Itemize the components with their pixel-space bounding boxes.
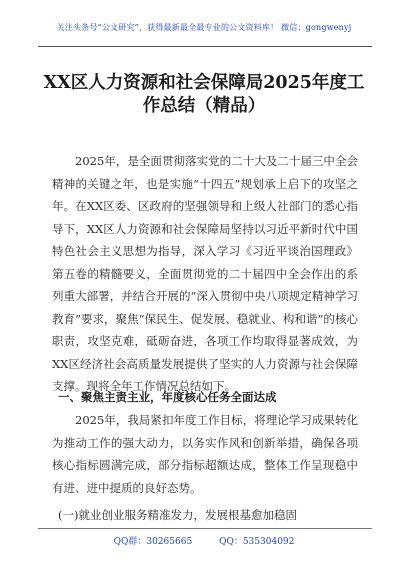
footer: [0, 534, 408, 547]
title-line-1: XX区人力资源和社会保障局2025年度工: [43, 73, 365, 93]
title-line-2: 作总结（精品）: [142, 96, 266, 116]
header-divider: [38, 46, 372, 47]
header-note: 关注头条号“公文研究”，获得最新最全最专业的公文资料库！ 微信：gongwenyj: [56, 23, 352, 32]
footer-qq-group: QQ群：30265665: [113, 537, 193, 547]
section-1-paragraph: 2025年，我局紧扣年度工作目标，将理论学习成果转化为推动工作的强大动力，以务实作风和创新举措，确保各项核心指标圆满完成，部分指标超额达成，整体工作呈现稳中有进、进中提质的良好态势。: [52, 413, 358, 495]
intro-paragraph: 2025年，是全面贯彻落实党的二十大及二十届三中全会精神的关键之年，也是实施“十四五”规划承上启下的攻坚之年。在XX区委、区政府的坚强领导和上级人社部门的悉心指导下，XX区人力资源和社会保障局坚持以习近平新时代中国特色社会主义思想为指导，深入学习《习近平谈治国理政》第五卷的精髓要义，全面贯彻党的二十届四中全会作出的系列重大部署，并结合开展的“深入贯彻中央八项规定精神学习教育”要求，聚焦“保民生、促发展、稳就业、构和谐”的核心职责，攻坚克难，砥砺奋进，各项工作均取得显著成效，为XX区经济社会高质量发展提供了坚实的人力资源与社会保障支撑。现将全年工作情况总结如下。: [52, 154, 358, 393]
section-1-heading: 一、聚焦主责主业，年度核心任务全面达成: [58, 390, 277, 404]
subsection-1-heading: (一)就业创业服务精准发力，发展根基愈加稳固: [58, 508, 297, 522]
document-title: [40, 72, 368, 118]
footer-divider: [38, 528, 372, 529]
footer-qq: QQ：535304092: [219, 537, 295, 547]
